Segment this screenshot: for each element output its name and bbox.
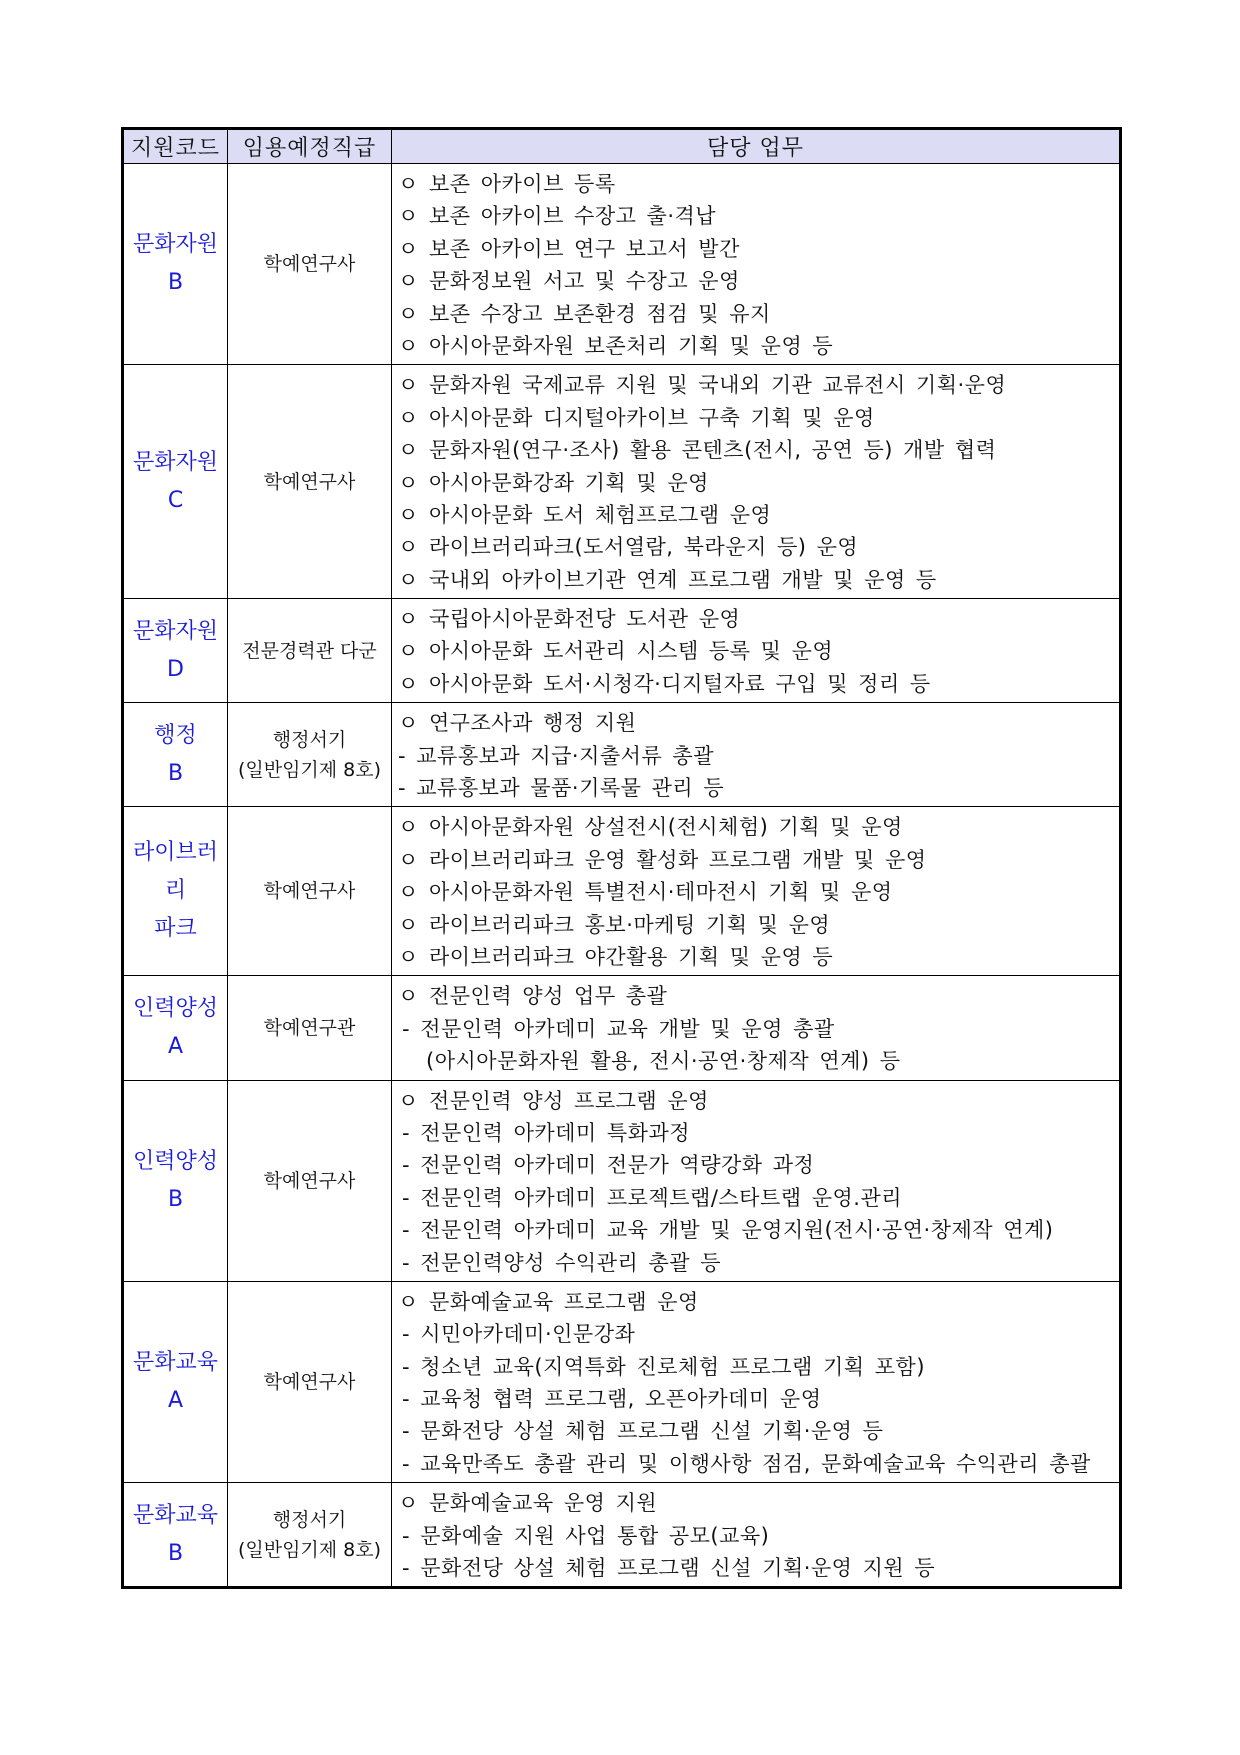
duty-subitem: (아시아문화자원 활용, 전시·공연·창제작 연계) 등 bbox=[426, 1049, 901, 1074]
duty-subitem: - 교류홍보과 물품·기록물 관리 등 bbox=[398, 776, 725, 801]
header-duties: 담당 업무 bbox=[392, 129, 1121, 164]
duty-item: ㅇ 문화예술교육 운영 지원 bbox=[398, 1491, 658, 1516]
support-code-text: B bbox=[167, 270, 184, 296]
duty-item: ㅇ 국립아시아문화전당 도서관 운영 bbox=[398, 607, 741, 632]
duty-subitem: - 전문인력 아카데미 프로젝트랩/스타트랩 운영.관리 bbox=[402, 1185, 903, 1210]
duty-item: ㅇ 아시아문화강좌 기획 및 운영 bbox=[398, 470, 709, 495]
rank-text: 학예연구관 bbox=[263, 1016, 356, 1039]
duty-subitem: - 전문인력 아카데미 특화과정 bbox=[402, 1120, 691, 1145]
table-row bbox=[123, 1080, 1121, 1281]
support-code-text: B bbox=[167, 1186, 184, 1212]
rank-text: 학예연구사 bbox=[263, 1371, 356, 1394]
duty-subitem: - 문화전당 상설 체험 프로그램 신설 기획·운영 등 bbox=[402, 1419, 884, 1444]
support-code-text: B bbox=[167, 760, 184, 786]
duty-item: ㅇ 문화자원 국제교류 지원 및 국내외 기관 교류전시 기획·운영 bbox=[398, 373, 1007, 398]
support-code-cell bbox=[123, 976, 228, 1080]
support-code-text: 인력양성 bbox=[132, 995, 218, 1021]
support-code-cell bbox=[123, 1483, 228, 1588]
support-code-text: D bbox=[167, 656, 184, 682]
duty-subitem: - 문화전당 상설 체험 프로그램 신설 기획·운영 지원 등 bbox=[402, 1556, 936, 1581]
support-code-text: 행정 bbox=[154, 722, 197, 748]
duty-item: ㅇ 라이브러리파크 야간활용 기획 및 운영 등 bbox=[398, 944, 834, 969]
rank-cell bbox=[228, 976, 392, 1080]
support-code-text: 문화자원 bbox=[132, 449, 218, 475]
duties-cell bbox=[392, 164, 1121, 365]
duty-item: ㅇ 보존 아카이브 연구 보고서 발간 bbox=[398, 236, 740, 261]
duties-cell bbox=[392, 599, 1121, 703]
support-code-cell bbox=[123, 703, 228, 807]
support-code-text: 문화자원 bbox=[132, 618, 218, 644]
duty-subitem: - 전문인력 아카데미 교육 개발 및 운영 총괄 bbox=[402, 1016, 835, 1041]
document-page bbox=[121, 127, 1119, 1589]
rank-text: 행정서기 bbox=[272, 728, 347, 751]
duty-item: ㅇ 전문인력 양성 프로그램 운영 bbox=[398, 1088, 709, 1113]
duties-cell bbox=[392, 807, 1121, 976]
support-code-text: 인력양성 bbox=[132, 1148, 218, 1174]
support-code-text: 문화교육 bbox=[132, 1350, 218, 1376]
duty-item: ㅇ 아시아문화 도서관리 시스템 등록 및 운영 bbox=[398, 639, 834, 664]
duty-item: ㅇ 라이브러리파크 홍보·마케팅 기획 및 운영 bbox=[398, 912, 831, 937]
duty-subitem: - 문화예술 지원 사업 통합 공모(교육) bbox=[402, 1523, 770, 1548]
rank-text: 학예연구사 bbox=[263, 1169, 356, 1192]
duties-cell bbox=[392, 1281, 1121, 1482]
duty-item: ㅇ 아시아문화자원 상설전시(전시체험) 기획 및 운영 bbox=[398, 815, 903, 840]
support-code-text: 파크 bbox=[154, 916, 197, 942]
table-row bbox=[123, 703, 1121, 807]
support-code-cell bbox=[123, 1281, 228, 1482]
support-code-cell bbox=[123, 807, 228, 976]
table-row bbox=[123, 1281, 1121, 1482]
duty-subitem: - 교육만족도 총괄 관리 및 이행사항 점검, 문화예술교육 수익관리 총괄 bbox=[402, 1451, 1091, 1476]
duty-subitem: - 전문인력양성 수익관리 총괄 등 bbox=[402, 1250, 721, 1275]
duty-subitem: - 전문인력 아카데미 교육 개발 및 운영지원(전시·공연·창제작 연계) bbox=[402, 1218, 1054, 1243]
rank-cell bbox=[228, 1483, 392, 1588]
rank-text: 학예연구사 bbox=[263, 880, 356, 903]
job-duties-table bbox=[121, 127, 1122, 1589]
rank-cell bbox=[228, 1281, 392, 1482]
table-body bbox=[123, 164, 1121, 1588]
duty-subitem: - 전문인력 아카데미 전문가 역량강화 과정 bbox=[402, 1153, 815, 1178]
header-rank: 임용예정직급 bbox=[228, 129, 392, 164]
duties-cell bbox=[392, 976, 1121, 1080]
rank-text: 학예연구사 bbox=[263, 470, 356, 493]
duty-item: ㅇ 문화정보원 서고 및 수장고 운영 bbox=[398, 269, 740, 294]
rank-cell bbox=[228, 807, 392, 976]
support-code-text: A bbox=[167, 1388, 184, 1414]
duties-cell bbox=[392, 703, 1121, 807]
duty-item: ㅇ 아시아문화자원 특별전시·테마전시 기획 및 운영 bbox=[398, 880, 893, 905]
rank-cell bbox=[228, 164, 392, 365]
table-row bbox=[123, 365, 1121, 599]
header-code: 지원코드 bbox=[123, 129, 228, 164]
duties-cell bbox=[392, 1483, 1121, 1588]
table-row bbox=[123, 807, 1121, 976]
duty-item: ㅇ 전문인력 양성 업무 총괄 bbox=[398, 984, 668, 1009]
support-code-text: 라이브러리 bbox=[132, 840, 218, 904]
duty-item: ㅇ 보존 아카이브 수장고 출·격납 bbox=[398, 204, 717, 229]
rank-text: 학예연구사 bbox=[263, 253, 356, 276]
duty-item: ㅇ 문화예술교육 프로그램 운영 bbox=[398, 1289, 699, 1314]
support-code-cell bbox=[123, 1080, 228, 1281]
support-code-cell bbox=[123, 365, 228, 599]
rank-text: (일반임기제 8호) bbox=[237, 1538, 382, 1561]
duty-item: ㅇ 아시아문화 도서 체험프로그램 운영 bbox=[398, 502, 772, 527]
duty-subitem: - 교육청 협력 프로그램, 오픈아카데미 운영 bbox=[402, 1387, 822, 1412]
rank-cell bbox=[228, 1080, 392, 1281]
duty-subitem: - 청소년 교육(지역특화 진로체험 프로그램 기획 포함) bbox=[402, 1354, 926, 1379]
table-row bbox=[123, 1483, 1121, 1588]
duties-cell bbox=[392, 1080, 1121, 1281]
table-row bbox=[123, 164, 1121, 365]
rank-cell bbox=[228, 365, 392, 599]
table-row bbox=[123, 976, 1121, 1080]
support-code-text: A bbox=[167, 1033, 184, 1059]
rank-text: 행정서기 bbox=[272, 1508, 347, 1531]
support-code-text: 문화교육 bbox=[132, 1502, 218, 1528]
duty-item: ㅇ 라이브러리파크(도서열람, 북라운지 등) 운영 bbox=[398, 535, 859, 560]
duty-subitem: - 교류홍보과 지급·지출서류 총괄 bbox=[398, 743, 714, 768]
duty-item: ㅇ 아시아문화자원 보존처리 기획 및 운영 등 bbox=[398, 333, 834, 358]
duty-item: ㅇ 라이브러리파크 운영 활성화 프로그램 개발 및 운영 bbox=[398, 847, 927, 872]
duty-subitem: - 시민아카데미·인문강좌 bbox=[402, 1322, 636, 1347]
duty-item: ㅇ 연구조사과 행정 지원 bbox=[398, 711, 637, 736]
rank-cell bbox=[228, 703, 392, 807]
rank-text: 전문경력관 다군 bbox=[242, 639, 377, 662]
duty-item: ㅇ 보존 아카이브 등록 bbox=[398, 172, 616, 196]
support-code-cell bbox=[123, 599, 228, 703]
support-code-cell bbox=[123, 164, 228, 365]
support-code-text: 문화자원 bbox=[132, 232, 218, 258]
table-header-row bbox=[123, 129, 1121, 164]
duty-item: ㅇ 국내외 아카이브기관 연계 프로그램 개발 및 운영 등 bbox=[398, 567, 937, 592]
support-code-text: B bbox=[167, 1540, 184, 1566]
rank-text: (일반임기제 8호) bbox=[237, 758, 382, 781]
duties-cell bbox=[392, 365, 1121, 599]
duty-item: ㅇ 문화자원(연구·조사) 활용 콘텐츠(전시, 공연 등) 개발 협력 bbox=[398, 438, 997, 463]
support-code-text: C bbox=[167, 487, 184, 513]
rank-cell bbox=[228, 599, 392, 703]
duty-item: ㅇ 아시아문화 디지털아카이브 구축 기획 및 운영 bbox=[398, 405, 875, 430]
duty-item: ㅇ 보존 수장고 보존환경 점검 및 유지 bbox=[398, 301, 771, 326]
duty-item: ㅇ 아시아문화 도서·시청각·디지털자료 구입 및 정리 등 bbox=[398, 671, 931, 696]
table-row bbox=[123, 599, 1121, 703]
